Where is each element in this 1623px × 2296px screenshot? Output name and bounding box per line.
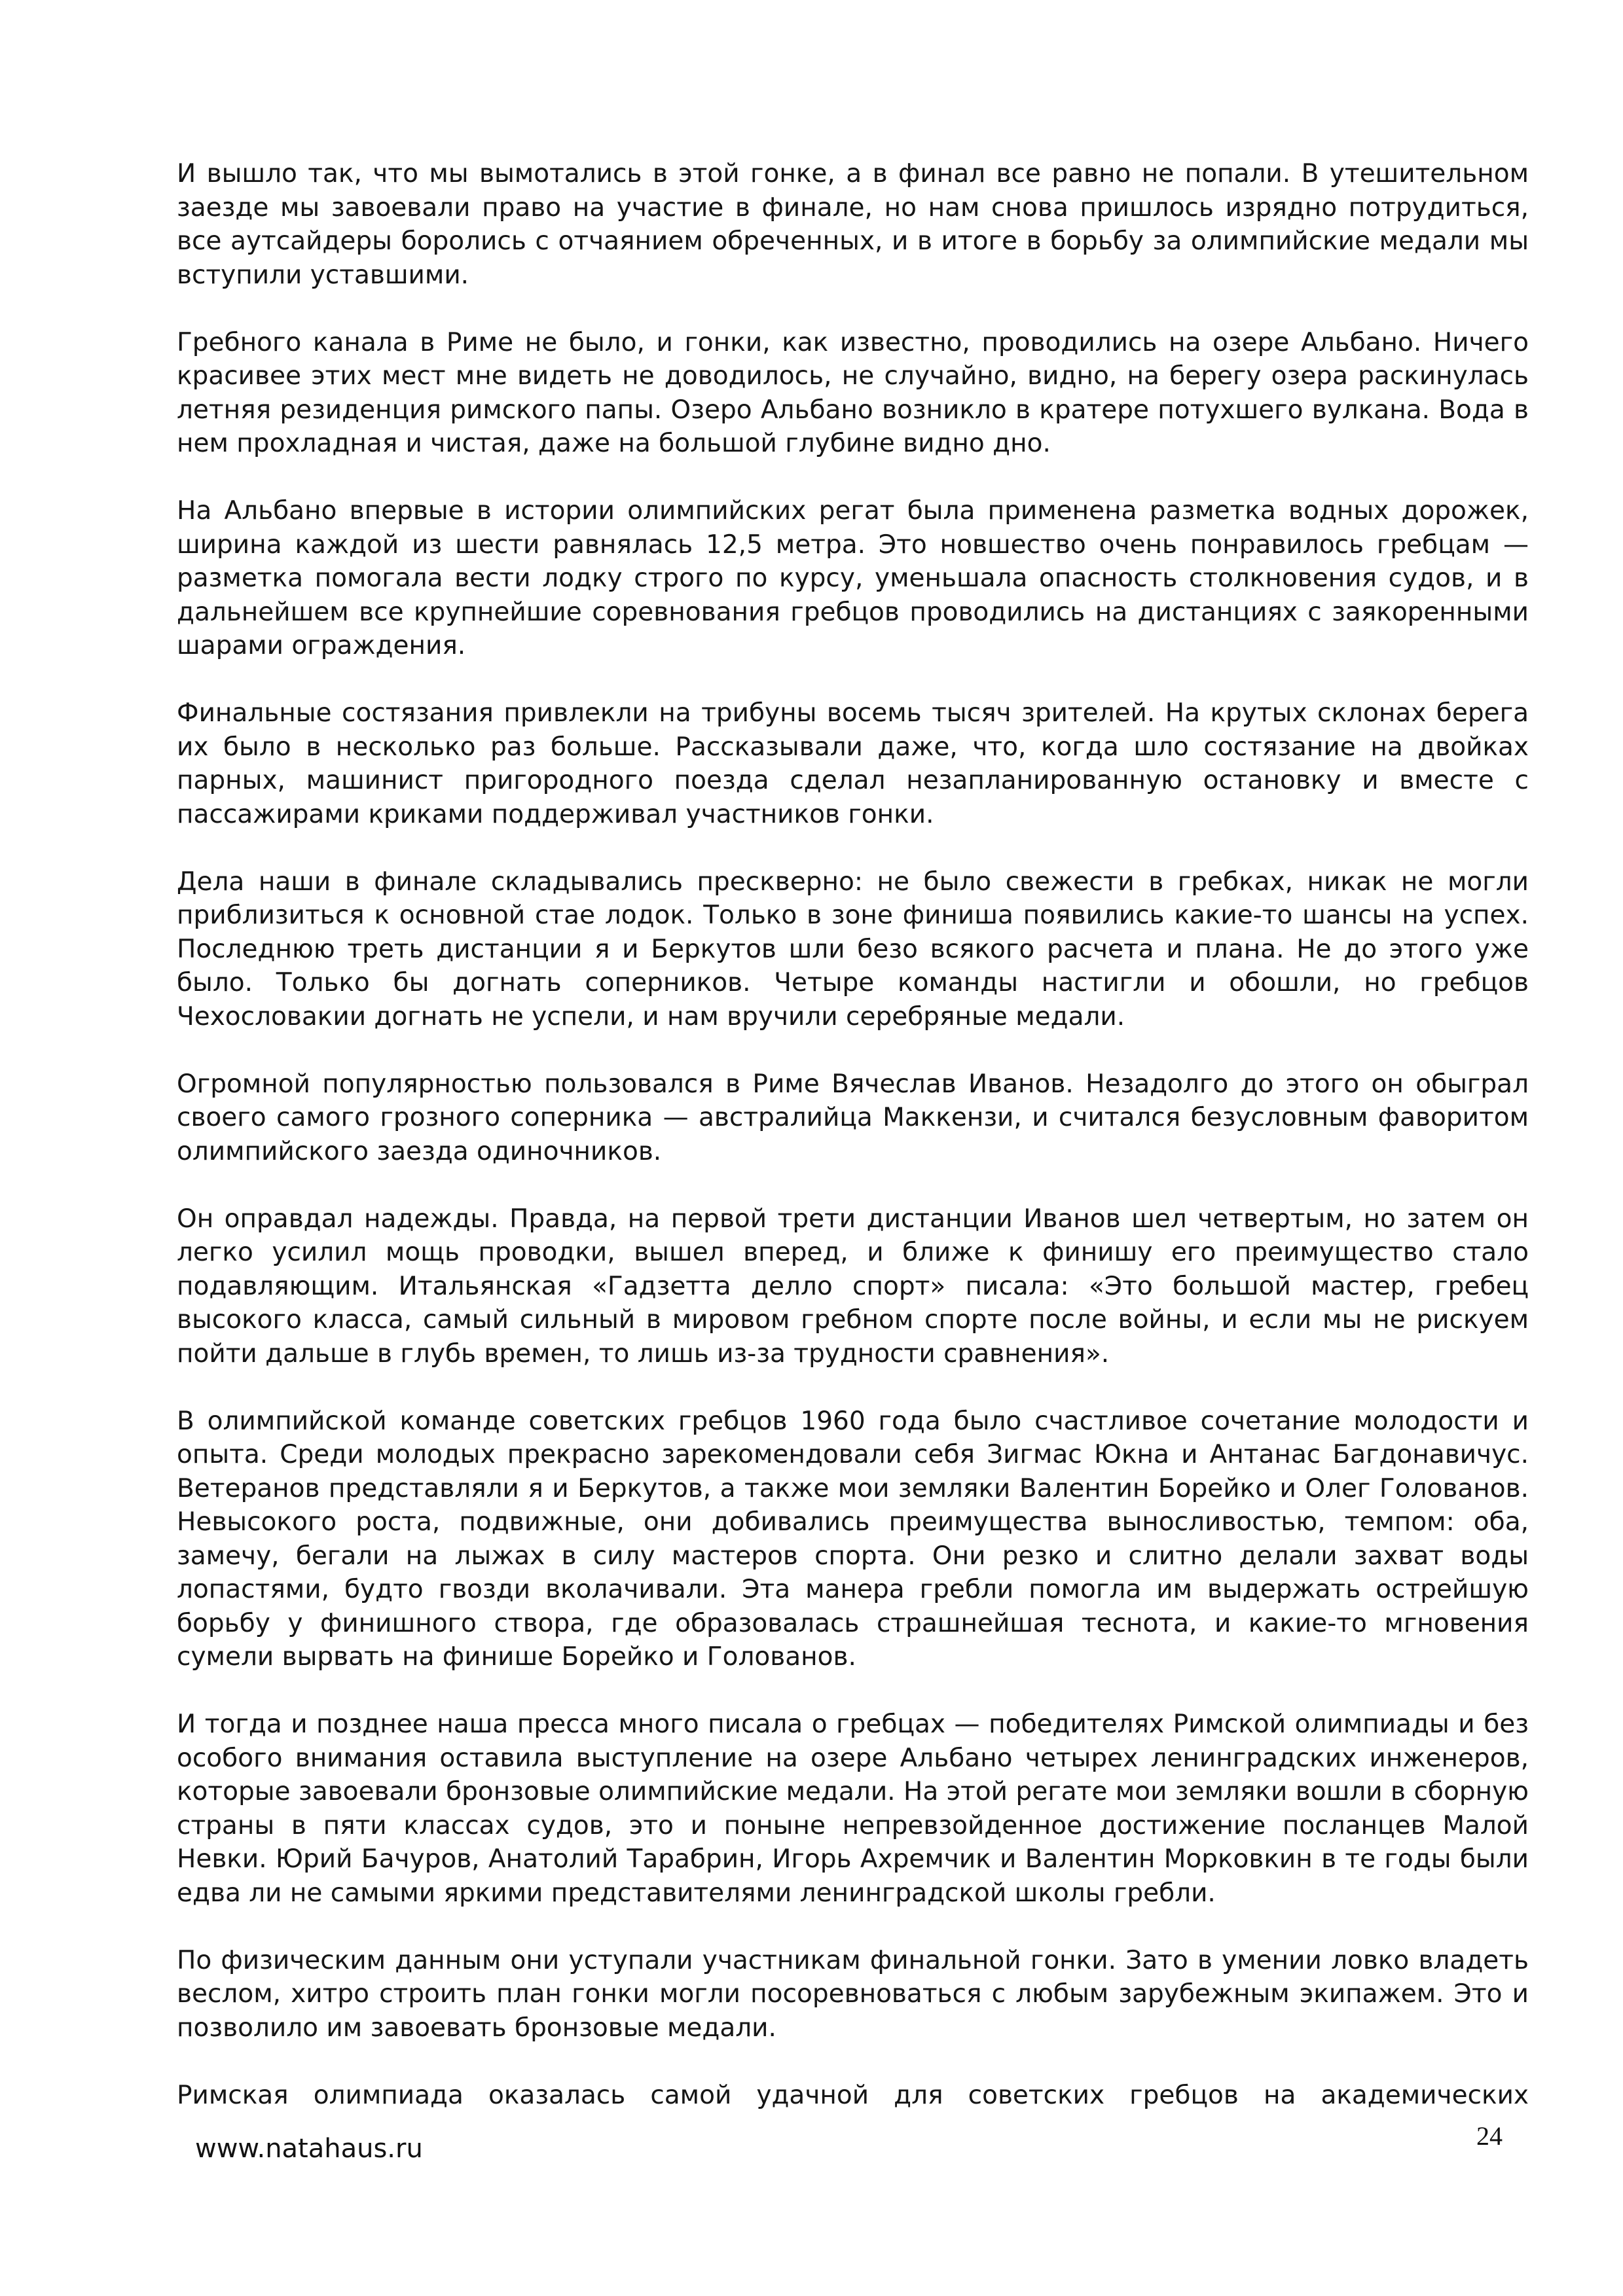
paragraph-9: И тогда и позднее наша пресса много писала о гребцах — победителях Римской олимпиады и без особого внимания оставила выступление на озере Альбано четырех ленинградских инженеров, которые завоевали бронзовые олимпийские медали. На этой регате мои земляки вошли в сборную страны в пяти классах судов, это и поныне непревзойденное достижение посланцев Малой Невки. Юрий Бачуров, Анатолий Тарабрин, Игорь Ахремчик и Валентин Морковкин в те годы были едва ли не самыми яркими представителями ленинградской школы гребли.	[177, 1710, 1529, 1908]
paragraph-5: Дела наши в финале складывались прескверно: не было свежести в гребках, никак не могли приблизиться к основной стае лодок. Только в зоне финиша появились какие-то шансы на успех. Последнюю треть дистанции я и Беркутов шли безо всякого расчета и плана. Не до этого уже было. Только бы догнать соперников. Четыре команды настигли и обошли, но гребцов Чехословакии догнать не успели, и нам вручили серебряные медали.	[177, 867, 1529, 1031]
paragraph-6: Огромной популярностью пользовался в Риме Вячеслав Иванов. Незадолго до этого он обыграл своего самого грозного соперника — австралийца Маккензи, и считался безусловным фаворитом олимпийского заезда одиночников.	[177, 1069, 1529, 1166]
paragraph-8: В олимпийской команде советских гребцов 1960 года было счастливое сочетание молодости и опыта. Среди молодых прекрасно зарекомендовали себя Зигмас Юкна и Антанас Багдонавичус. Ветеранов представляли я и Беркутов, а также мои земляки Валентин Борейко и Олег Голованов. Невысокого роста, подвижные, они добивались преимущества выносливостью, темпом: оба, замечу, бегали на лыжах в силу мастеров спорта. Они резко и слитно делали захват воды лопастями, будто гвозди вколачивали. Эта манера гребли помогла им выдержать острейшую борьбу у финишного створа, где образовалась страшнейшая теснота, и какие-то мгновения сумели вырвать на финише Борейко и Голованов.	[177, 1406, 1529, 1672]
paragraph-1: И вышло так, что мы вымотались в этой гонке, а в финал все равно не попали. В утешительном заезде мы завоевали право на участие в финале, но нам снова пришлось изрядно потрудиться, все аутсайдеры боролись с отчаянием обреченных, и в итоге в борьбу за олимпийские медали мы вступили уставшими.	[177, 159, 1529, 290]
paragraph-3: На Альбано впервые в истории олимпийских регат была применена разметка водных дорожек, ширина каждой из шести равнялась 12,5 метра. Это новшество очень понравилось гребцам — разметка помогала вести лодку строго по курсу, уменьшала опасность столкновения судов, и в дальнейшем все крупнейшие соревнования гребцов проводились на дистанциях с заякоренными шарами ограждения.	[177, 496, 1529, 660]
page-number: 24	[1476, 2121, 1503, 2151]
paragraph-10: По физическим данным они уступали участникам финальной гонки. Зато в умении ловко владеть веслом, хитро строить план гонки могли посоревноваться с любым зарубежным экипажем. Это и позволило им завоевать бронзовые медали.	[177, 1945, 1529, 2043]
paragraph-7: Он оправдал надежды. Правда, на первой трети дистанции Иванов шел четвертым, но затем он легко усилил мощь проводки, вышел вперед, и ближе к финишу его преимущество стало подавляющим. Итальянская «Гадзетта делло спорт» писала: «Это большой мастер, гребец высокого класса, самый сильный в мировом гребном спорте после войны, и если мы не рискуем пойти дальше в глубь времен, то лишь из-за трудности сравнения».	[177, 1204, 1529, 1369]
paragraph-4: Финальные состязания привлекли на трибуны восемь тысяч зрителей. На крутых склонах берега их было в несколько раз больше. Рассказывали даже, что, когда шло состязание на двойках парных, машинист пригородного поезда сделал незапланированную остановку и вместе с пассажирами криками поддерживал участников гонки.	[177, 698, 1529, 829]
paragraph-11: Римская олимпиада оказалась самой удачной для советских гребцов на академических	[177, 2080, 1529, 2110]
paragraph-2: Гребного канала в Риме не было, и гонки, как известно, проводились на озере Альбано. Ничего красивее этих мест мне видеть не доводилось, не случайно, видно, на берегу озера раскинулась летняя резиденция римского папы. Озеро Альбано возникло в кратере потухшего вулкана. Вода в нем прохладная и чистая, даже на большой глубине видно дно.	[177, 327, 1529, 458]
article-body	[177, 157, 1529, 2112]
footer-website-url: www.natahaus.ru	[195, 2134, 423, 2164]
